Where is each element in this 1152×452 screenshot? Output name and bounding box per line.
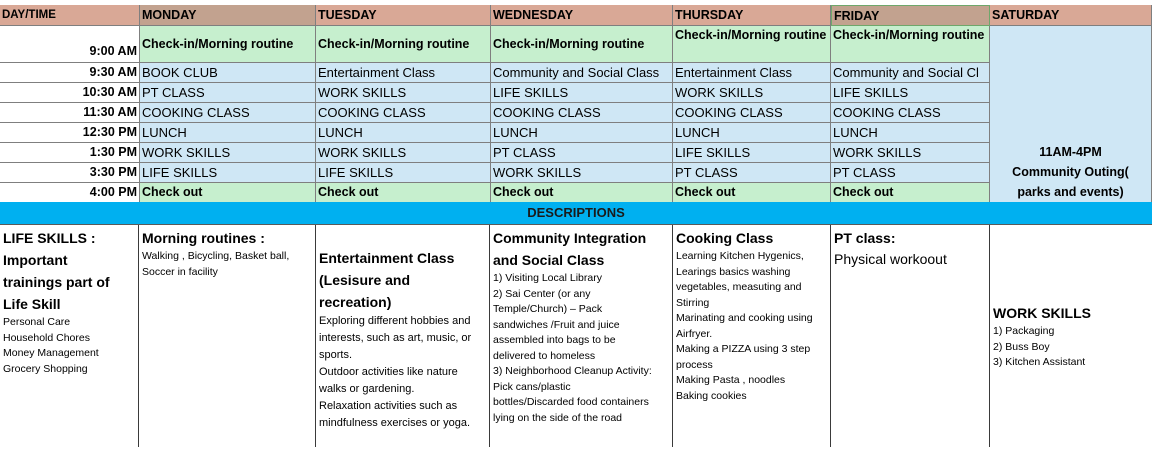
time-cell[interactable]: 3:30 PM xyxy=(0,163,140,183)
schedule-cell[interactable]: LUNCH xyxy=(491,123,673,143)
time-cell[interactable]: 9:00 AM xyxy=(0,26,140,63)
list-item: Soccer in facility xyxy=(142,265,218,278)
cooking-description xyxy=(673,225,831,447)
list-item: Money Management xyxy=(3,347,99,359)
list-item: Pick cans/plastic xyxy=(493,380,571,393)
entertainment-title-line: recreation) xyxy=(319,294,392,310)
schedule-row xyxy=(0,63,1152,83)
day-header-thursday[interactable]: THURSDAY xyxy=(673,5,831,26)
schedule-cell[interactable]: Check-in/Morning routine xyxy=(491,26,673,63)
saturday-outing-cell[interactable] xyxy=(990,26,1152,203)
entertainment-title: Entertainment Class xyxy=(319,250,455,266)
list-item: Outdoor activities like nature xyxy=(319,366,458,378)
schedule-cell[interactable]: WORK SKILLS xyxy=(316,83,491,103)
corner-header[interactable]: DAY/TIME xyxy=(0,5,140,26)
schedule-row xyxy=(0,26,1152,63)
day-header-tuesday[interactable]: TUESDAY xyxy=(316,5,491,26)
list-item: 2) Buss Boy xyxy=(993,340,1050,353)
schedule-cell[interactable]: Check-in/Morning routine xyxy=(140,26,316,63)
schedule-row xyxy=(0,143,1152,163)
list-item: lying on the side of the road xyxy=(493,411,623,424)
time-cell[interactable]: 10:30 AM xyxy=(0,83,140,103)
time-cell[interactable]: 9:30 AM xyxy=(0,63,140,83)
schedule-cell[interactable]: LUNCH xyxy=(140,123,316,143)
schedule-row xyxy=(0,183,1152,203)
community-description xyxy=(490,225,673,447)
schedule-row xyxy=(0,103,1152,123)
schedule-cell[interactable]: LUNCH xyxy=(831,123,990,143)
list-item: vegetables, measuting and xyxy=(676,281,802,293)
schedule-cell[interactable]: LIFE SKILLS xyxy=(673,143,831,163)
life-skills-description xyxy=(0,225,139,447)
schedule-cell[interactable]: WORK SKILLS xyxy=(140,143,316,163)
community-title: Community Integration xyxy=(493,230,647,246)
schedule-cell[interactable]: Entertainment Class xyxy=(316,63,491,83)
schedule-row xyxy=(0,83,1152,103)
morning-routine-title: Morning routines : xyxy=(142,230,265,246)
life-skills-title-line: Important xyxy=(3,252,68,268)
day-header-friday[interactable]: FRIDAY xyxy=(831,5,990,26)
list-item: 3) Neighborhood Cleanup Activity: xyxy=(493,365,652,377)
schedule-cell[interactable]: Check out xyxy=(673,183,831,203)
list-item: Exploring different hobbies and xyxy=(319,315,471,327)
list-item: 1) Packaging xyxy=(993,325,1055,337)
schedule-cell[interactable]: Entertainment Class xyxy=(673,63,831,83)
schedule-cell[interactable]: Community and Social Cl xyxy=(831,63,990,83)
list-item: Stirring xyxy=(676,296,710,309)
descriptions-header: DESCRIPTIONS xyxy=(0,202,1152,225)
pt-class-subtitle: Physical workoout xyxy=(834,251,947,267)
list-item: Household Chores xyxy=(3,331,90,344)
entertainment-description xyxy=(316,225,490,447)
schedule-cell[interactable]: COOKING CLASS xyxy=(316,103,491,123)
list-item: Airfryer. xyxy=(676,327,713,340)
schedule-cell[interactable]: Check out xyxy=(831,183,990,203)
life-skills-title-line: trainings part of xyxy=(3,274,110,290)
list-item: Making Pasta , noodles xyxy=(676,374,786,386)
schedule-cell[interactable]: WORK SKILLS xyxy=(316,143,491,163)
list-item: Learning Kitchen Hygenics, xyxy=(676,250,804,262)
list-item: Relaxation activities such as xyxy=(319,400,458,412)
list-item: Learings basics washing xyxy=(676,265,791,278)
schedule-cell[interactable]: WORK SKILLS xyxy=(673,83,831,103)
schedule-cell[interactable]: LIFE SKILLS xyxy=(491,83,673,103)
list-item: delivered to homeless xyxy=(493,349,596,362)
schedule-cell[interactable]: LIFE SKILLS xyxy=(831,83,990,103)
day-header-monday[interactable]: MONDAY xyxy=(140,5,316,26)
schedule-cell[interactable]: COOKING CLASS xyxy=(831,103,990,123)
saturday-activity-detail: parks and events) xyxy=(1017,185,1124,199)
schedule-cell[interactable]: COOKING CLASS xyxy=(140,103,316,123)
time-cell[interactable]: 1:30 PM xyxy=(0,143,140,163)
list-item: sandwiches /Fruit and juice xyxy=(493,318,620,331)
schedule-cell[interactable]: Check out xyxy=(491,183,673,203)
list-item: 3) Kitchen Assistant xyxy=(993,356,1086,368)
schedule-cell[interactable]: LIFE SKILLS xyxy=(140,163,316,183)
schedule-cell[interactable]: BOOK CLUB xyxy=(140,63,316,83)
list-item: Personal Care xyxy=(3,316,71,328)
list-item: Temple/Church) – Pack xyxy=(493,303,603,315)
schedule-cell[interactable]: Check-in/Morning routine xyxy=(831,26,990,63)
saturday-time: 11AM-4PM xyxy=(1039,145,1102,159)
work-skills-title: WORK SKILLS xyxy=(993,305,1091,321)
time-cell[interactable]: 4:00 PM xyxy=(0,183,140,203)
list-item: sports. xyxy=(319,349,353,361)
schedule-cell[interactable]: PT CLASS xyxy=(140,83,316,103)
schedule-cell[interactable]: Community and Social Class xyxy=(491,63,673,83)
schedule-cell[interactable]: LUNCH xyxy=(316,123,491,143)
pt-class-description xyxy=(831,225,990,447)
list-item: 1) Visiting Local Library xyxy=(493,272,602,284)
list-item: Grocery Shopping xyxy=(3,362,88,375)
list-item: walks or gardening. xyxy=(319,383,415,395)
header-row xyxy=(0,5,1152,26)
day-header-wednesday[interactable]: WEDNESDAY xyxy=(491,5,673,26)
schedule-cell[interactable]: Check-in/Morning routine xyxy=(673,26,831,63)
list-item: Marinating and cooking using xyxy=(676,312,813,324)
life-skills-title-line: Life Skill xyxy=(3,296,61,312)
day-header-saturday[interactable]: SATURDAY xyxy=(990,5,1152,26)
schedule-cell[interactable]: PT CLASS xyxy=(673,163,831,183)
morning-routine-description xyxy=(139,225,316,447)
schedule-cell[interactable]: Check out xyxy=(316,183,491,203)
entertainment-title-line: (Lesisure and xyxy=(319,272,411,288)
schedule-cell[interactable]: LIFE SKILLS xyxy=(316,163,491,183)
schedule-cell[interactable]: PT CLASS xyxy=(491,143,673,163)
list-item: Walking , Bicycling, Basket ball, xyxy=(142,250,290,262)
saturday-activity: Community Outing( xyxy=(1012,165,1129,179)
list-item: Baking cookies xyxy=(676,389,747,402)
schedule-cell[interactable]: LUNCH xyxy=(673,123,831,143)
list-item: mindfulness exercises or yoga. xyxy=(319,417,471,429)
list-item: process xyxy=(676,358,713,371)
schedule-row xyxy=(0,163,1152,183)
time-cell[interactable]: 12:30 PM xyxy=(0,123,140,143)
list-item: bottles/Discarded food containers xyxy=(493,396,649,408)
schedule-cell[interactable]: WORK SKILLS xyxy=(491,163,673,183)
schedule-cell[interactable]: WORK SKILLS xyxy=(831,143,990,163)
list-item: interests, such as art, music, or xyxy=(319,332,472,344)
list-item: Making a PIZZA using 3 step xyxy=(676,343,811,355)
community-title-line: and Social Class xyxy=(493,252,605,268)
list-item: assembled into bags to be xyxy=(493,334,616,346)
schedule-cell[interactable]: COOKING CLASS xyxy=(491,103,673,123)
pt-class-title: PT class: xyxy=(834,230,896,246)
life-skills-title: LIFE SKILLS : xyxy=(3,230,96,246)
work-skills-description xyxy=(990,225,1152,447)
schedule-row xyxy=(0,123,1152,143)
list-item: 2) Sai Center (or any xyxy=(493,287,591,300)
schedule-cell[interactable]: Check-in/Morning routine xyxy=(316,26,491,63)
schedule-cell[interactable]: PT CLASS xyxy=(831,163,990,183)
schedule-cell[interactable]: COOKING CLASS xyxy=(673,103,831,123)
time-cell[interactable]: 11:30 AM xyxy=(0,103,140,123)
cooking-title: Cooking Class xyxy=(676,230,774,246)
schedule-cell[interactable]: Check out xyxy=(140,183,316,203)
